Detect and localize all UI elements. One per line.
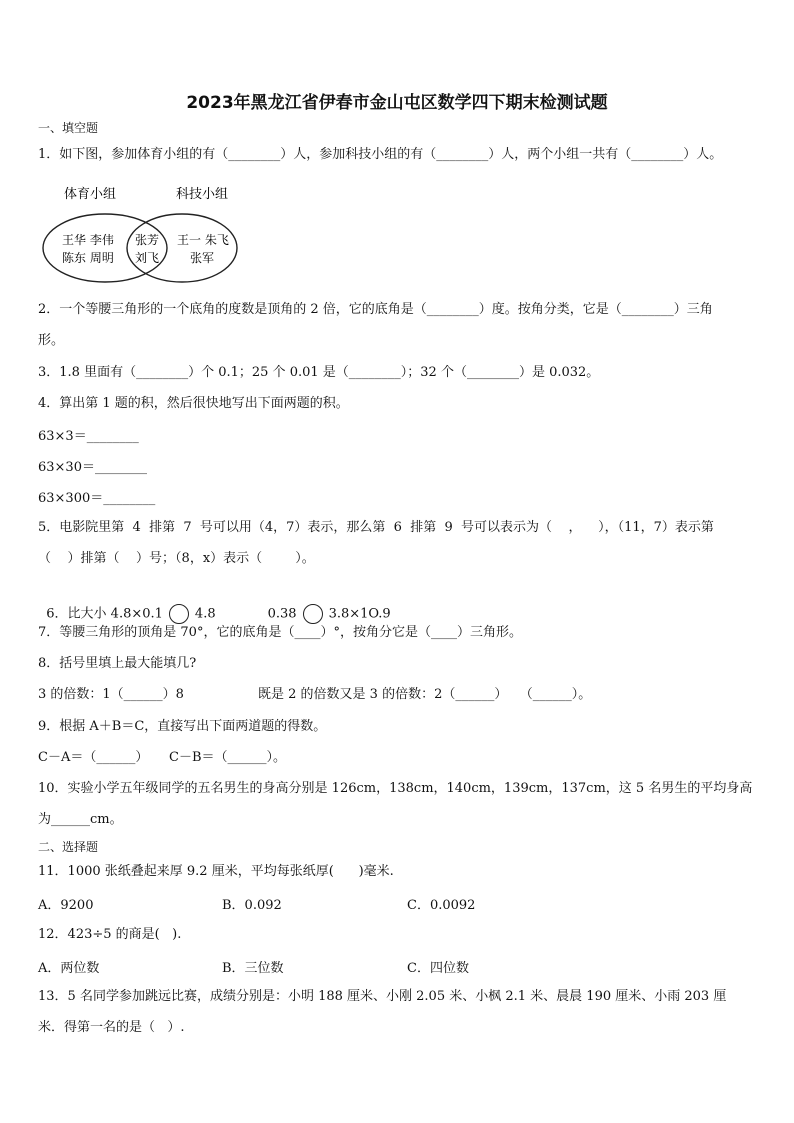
- venn-middle-line1: 张芳: [135, 233, 160, 247]
- question-11: 11．1000 张纸叠起来厚 9.2 厘米，平均每张纸厚( )毫米.: [38, 864, 394, 879]
- question-8: 8．括号里填上最大能填几?: [38, 656, 197, 671]
- venn-right-circle: [127, 214, 237, 282]
- page-title: 2023年黑龙江省伊春市金山屯区数学四下期末检测试题: [186, 93, 608, 113]
- question-6-label: 6．比大小 4.8×0.1: [46, 606, 163, 622]
- venn-left-line1: 王华 李伟: [62, 233, 114, 247]
- venn-diagram: [40, 182, 250, 292]
- question-10-line1: 10．实验小学五年级同学的五名男生的身高分别是 126cm，138cm，140cm，139cm，137cm，这 5 名男生的平均身高: [38, 781, 753, 796]
- venn-left-label: 体育小组: [64, 187, 117, 202]
- compare-circle-2: [303, 604, 323, 624]
- question-13-line1: 13．5 名同学参加跳远比赛，成绩分别是：小明 188 厘米、小刚 2.05 米、小枫 2.1 米、晨晨 190 厘米、小雨 203 厘: [38, 989, 727, 1004]
- section-fill-blank: 一、填空题: [38, 121, 99, 135]
- question-11-option-b: B．0.092: [222, 898, 282, 913]
- question-6: [38, 586, 391, 624]
- venn-right-label: 科技小组: [176, 187, 229, 202]
- question-13-line2: 米．得第一名的是（ ）.: [38, 1020, 185, 1035]
- venn-left-circle: [43, 214, 167, 282]
- question-4a: 63×3＝________: [38, 429, 139, 444]
- question-9a: C－A＝（______） C－B＝（______）。: [38, 750, 286, 765]
- question-12-option-c: C．四位数: [407, 961, 469, 976]
- question-12-option-a: A．两位数: [38, 961, 100, 976]
- venn-right-line2: 张军: [190, 251, 215, 265]
- question-5-line2: （ ）排第（ ）号；（8，x）表示（ ）。: [38, 551, 315, 566]
- question-6-b-left: 0.38: [267, 606, 297, 622]
- question-4: 4．算出第 1 题的积，然后很快地写出下面两题的积。: [38, 396, 349, 411]
- question-1: 1．如下图，参加体育小组的有（________）人，参加科技小组的有（________）人，两个小组一共有（________）人。: [38, 147, 723, 162]
- venn-left-line2: 陈东 周明: [62, 251, 114, 265]
- question-10-line2: 为______cm。: [38, 812, 123, 827]
- question-11-option-c: C．0.0092: [407, 898, 476, 913]
- question-8b: 既是 2 的倍数又是 3 的倍数：2（______） （______）。: [258, 687, 592, 702]
- question-12: 12．423÷5 的商是( ).: [38, 927, 182, 942]
- venn-right-line1: 王一 朱飞: [177, 233, 229, 247]
- question-4b: 63×30＝________: [38, 460, 147, 475]
- question-2-line2: 形。: [38, 333, 65, 348]
- question-2-line1: 2．一个等腰三角形的一个底角的度数是顶角的 2 倍，它的底角是（________）度。按角分类，它是（________）三角: [38, 302, 713, 317]
- question-7: 7．等腰三角形的顶角是 70°，它的底角是（____）°，按角分它是（____）三角形。: [38, 625, 522, 640]
- question-12-option-b: B．三位数: [222, 961, 284, 976]
- question-9: 9．根据 A＋B＝C，直接写出下面两道题的得数。: [38, 719, 327, 734]
- question-5-line1: 5．电影院里第 4 排第 7 号可以用（4，7）表示，那么第 6 排第 9 号可以表示为（ ， ），（11，7）表示第: [38, 520, 714, 535]
- question-6-b-right: 3.8×1O.9: [328, 606, 391, 622]
- question-8a: 3 的倍数：1（______）8: [38, 687, 184, 702]
- venn-middle-line2: 刘飞: [135, 251, 160, 265]
- question-6-a-right: 4.8: [194, 606, 216, 622]
- section-multiple-choice: 二、选择题: [38, 840, 99, 854]
- question-3: 3．1.8 里面有（________）个 0.1；25 个 0.01 是（________）；32 个（________）是 0.032。: [38, 365, 600, 380]
- compare-circle-1: [169, 604, 189, 624]
- question-4c: 63×300＝________: [38, 491, 156, 506]
- question-11-option-a: A．9200: [38, 898, 94, 913]
